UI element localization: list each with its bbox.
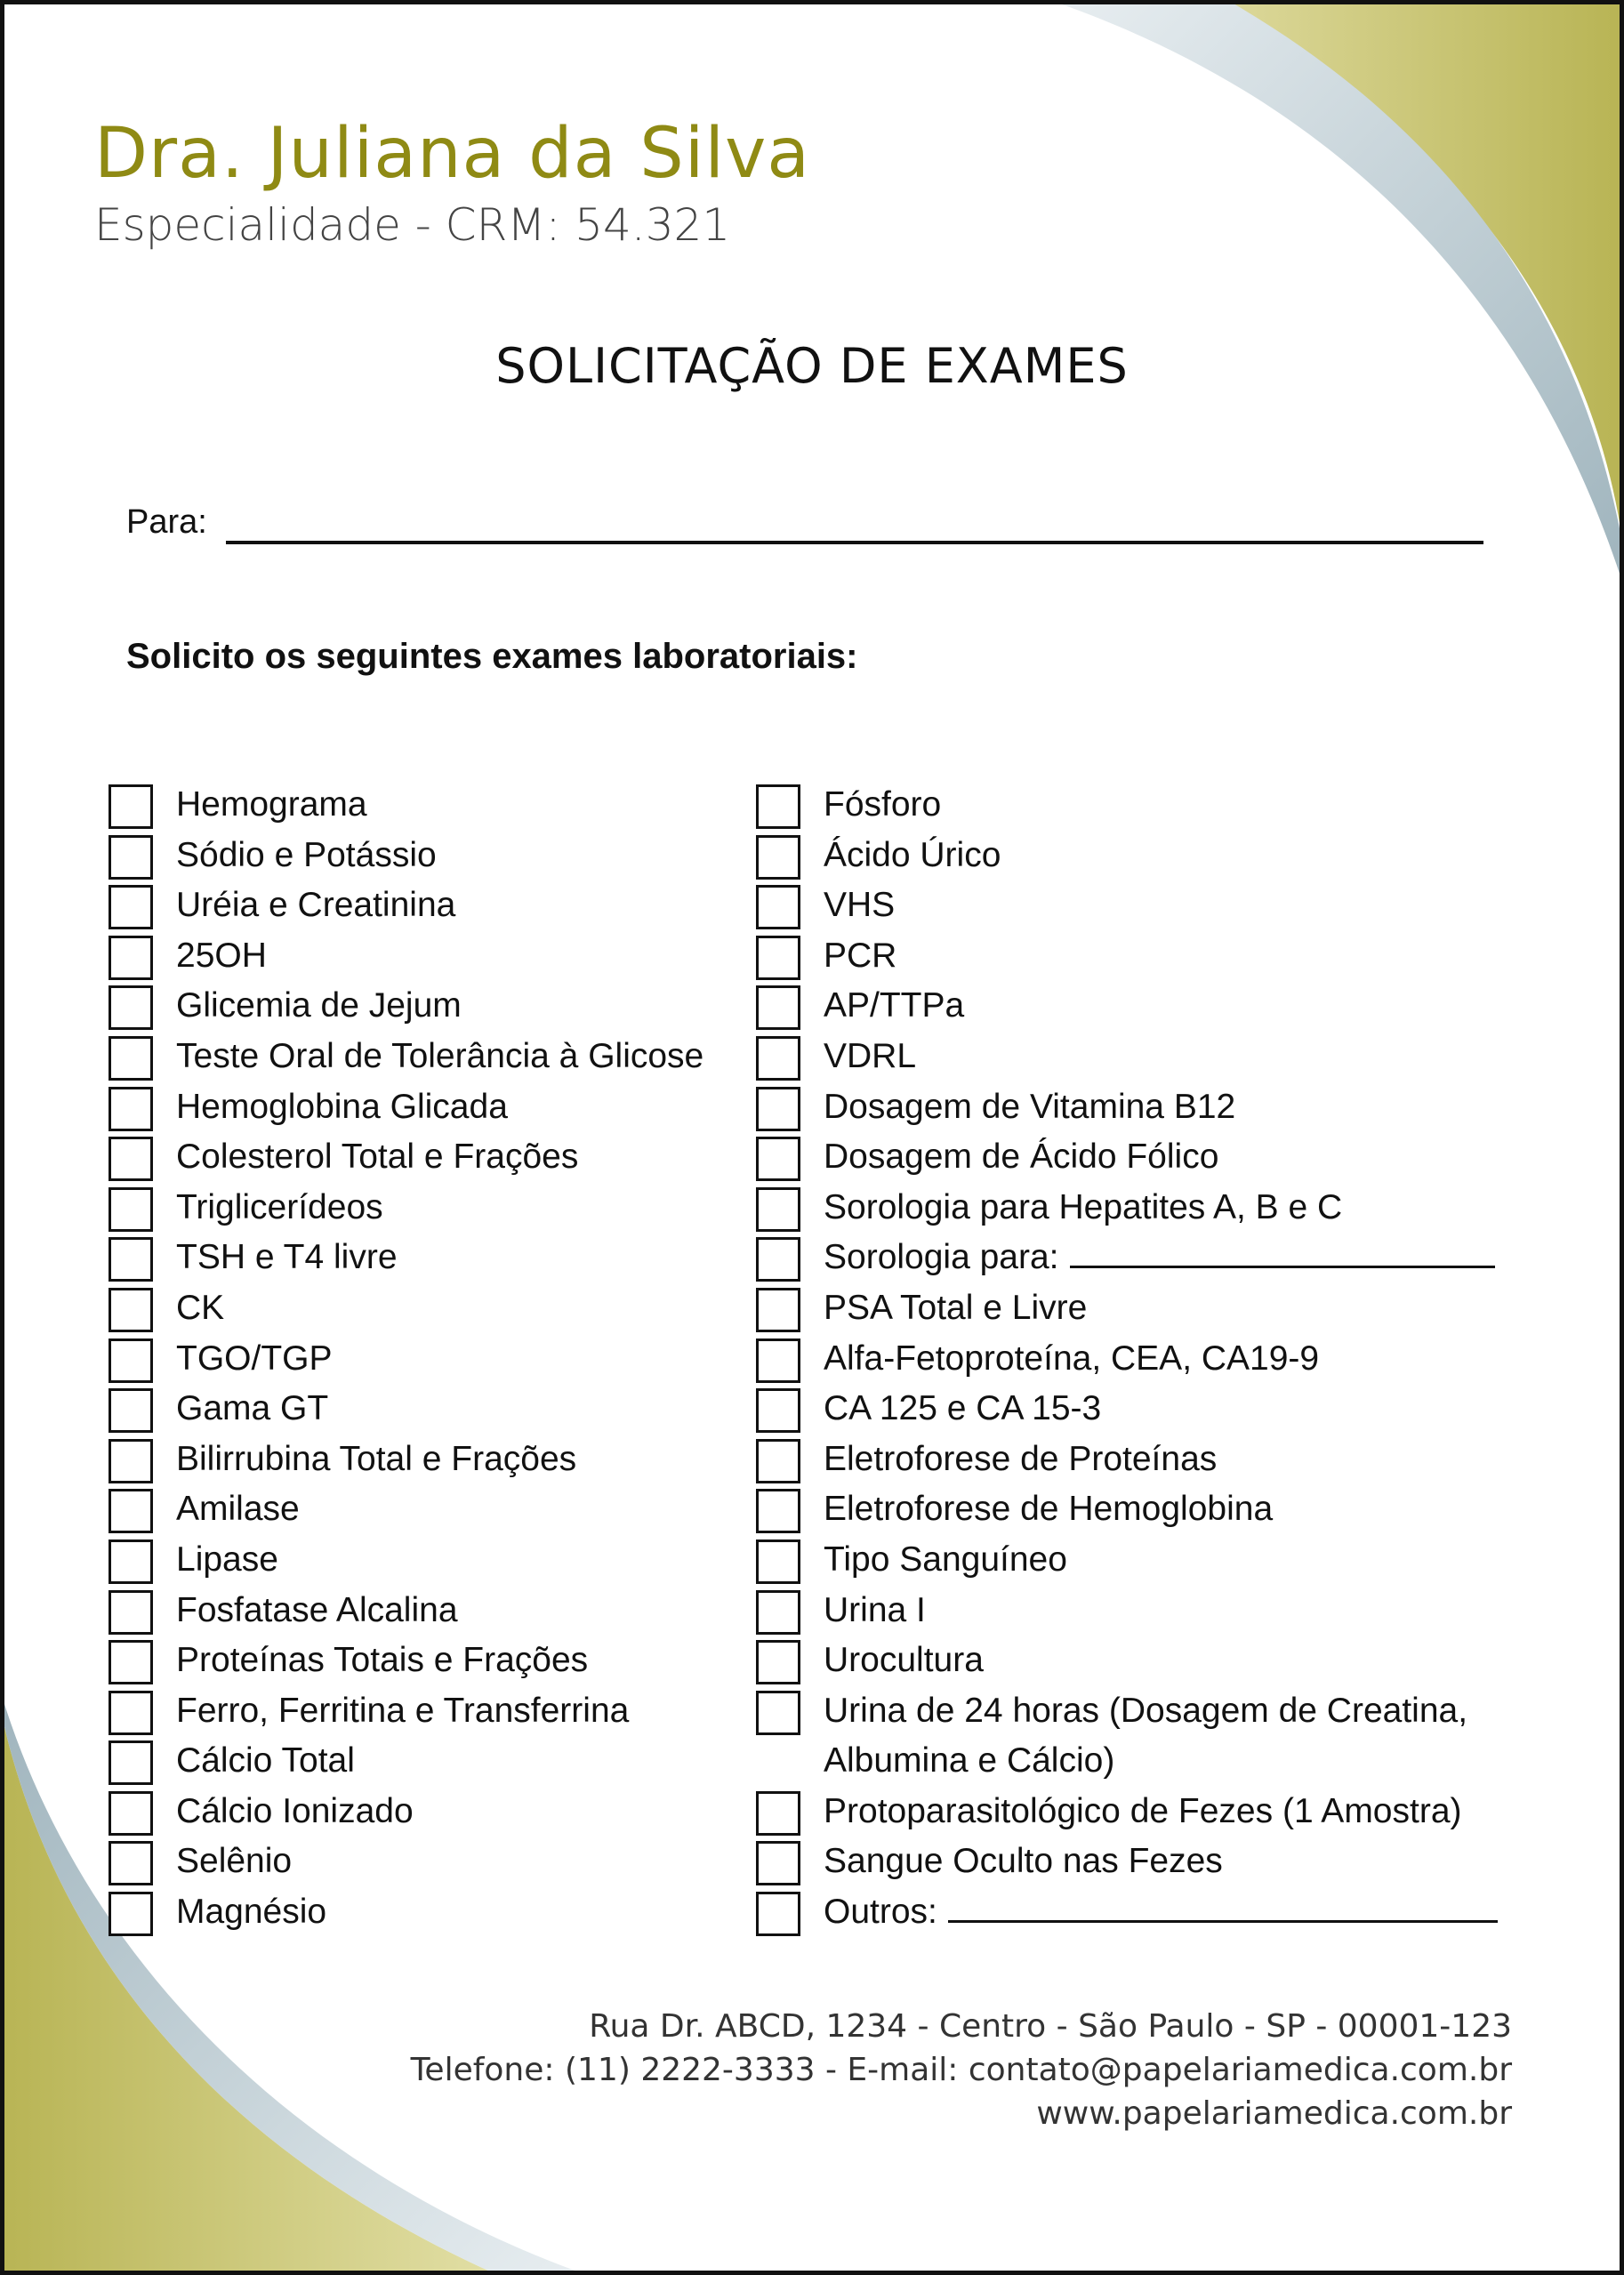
exam-item (109, 1085, 749, 1136)
exam-checkbox[interactable] (756, 1288, 800, 1332)
exam-item (109, 1337, 749, 1387)
footer-address: Rua Dr. ABCD, 1234 - Centro - São Paulo - SP - 00001-123 (589, 2008, 1512, 2045)
exam-item (109, 1890, 749, 1941)
exam-checkbox[interactable] (109, 1691, 153, 1735)
exam-checkbox[interactable] (756, 1640, 800, 1684)
exam-list-left (109, 783, 749, 1941)
exam-item (109, 1689, 749, 1740)
exam-label: Urocultura (824, 1641, 984, 1680)
exam-item (756, 1135, 1521, 1186)
exam-label: Eletroforese de Proteínas (824, 1439, 1218, 1478)
exam-item (756, 1387, 1521, 1437)
exam-label-text: Sorologia para: (824, 1238, 1059, 1277)
exam-label: AP/TTPa (824, 986, 965, 1025)
exam-label: CA 125 e CA 15-3 (824, 1389, 1102, 1428)
exam-checkbox[interactable] (109, 1489, 153, 1533)
exam-label: Alfa-Fetoproteína, CEA, CA19-9 (824, 1338, 1320, 1378)
exam-label: Sódio e Potássio (176, 835, 437, 874)
recipient-row (126, 503, 1483, 557)
exam-label (824, 1887, 1498, 1938)
exam-item (756, 1337, 1521, 1387)
exam-item (109, 1135, 749, 1186)
exam-item (756, 1286, 1521, 1337)
exam-checkbox[interactable] (756, 1691, 800, 1735)
exam-item (109, 833, 749, 884)
exam-label: Glicemia de Jejum (176, 986, 462, 1025)
exam-item (756, 833, 1521, 884)
exam-label: PSA Total e Livre (824, 1288, 1088, 1327)
exam-label: Hemoglobina Glicada (176, 1087, 508, 1126)
exam-checkbox[interactable] (756, 1590, 800, 1635)
exam-checkbox[interactable] (109, 1841, 153, 1885)
exam-label: Dosagem de Vitamina B12 (824, 1087, 1236, 1126)
exam-checkbox[interactable] (756, 936, 800, 980)
exam-item (109, 1286, 749, 1337)
exam-label: Tipo Sanguíneo (824, 1539, 1067, 1579)
exam-item (756, 1890, 1521, 1941)
exam-item (109, 1437, 749, 1488)
exam-item (109, 1638, 749, 1689)
exam-checkbox[interactable] (109, 1187, 153, 1232)
exam-checkbox[interactable] (756, 1338, 800, 1383)
exam-checkbox[interactable] (756, 1892, 800, 1936)
exam-label: PCR (824, 936, 897, 975)
outros-fill-line[interactable] (948, 1919, 1498, 1923)
exam-label: Eletroforese de Hemoglobina (824, 1490, 1274, 1529)
exam-item (109, 1538, 749, 1588)
exam-label: Triglicerídeos (176, 1187, 383, 1226)
exam-label: Ácido Úrico (824, 835, 1001, 874)
exam-label: Fosfatase Alcalina (176, 1590, 458, 1629)
exam-item (109, 1789, 749, 1840)
exam-checkbox[interactable] (109, 1539, 153, 1584)
doctor-specialty: Especialidade - CRM: 54.321 (94, 199, 731, 251)
exam-label: 25OH (176, 936, 267, 975)
exam-label: Protoparasitológico de Fezes (1 Amostra) (824, 1791, 1462, 1830)
exam-checkbox[interactable] (756, 835, 800, 880)
exam-checkbox[interactable] (756, 1841, 800, 1885)
exam-label: Proteínas Totais e Frações (176, 1641, 589, 1680)
exam-checkbox[interactable] (109, 1087, 153, 1131)
exam-instruction: Solicito os seguintes exames laboratoriais: (126, 637, 858, 676)
exam-label: Sorologia para Hepatites A, B e C (824, 1187, 1343, 1226)
exam-list-right (756, 783, 1521, 1941)
exam-item (109, 1235, 749, 1286)
exam-label: Fósforo (824, 785, 942, 824)
exam-label: Colesterol Total e Frações (176, 1138, 579, 1177)
exam-item (756, 1689, 1521, 1789)
sorologia-fill-line[interactable] (1070, 1265, 1495, 1268)
exam-checkbox[interactable] (109, 1791, 153, 1836)
exam-item (756, 1588, 1521, 1639)
exam-label: Dosagem de Ácido Fólico (824, 1138, 1219, 1177)
exam-checkbox[interactable] (756, 1137, 800, 1181)
exam-checkbox[interactable] (109, 936, 153, 980)
exam-checkbox[interactable] (109, 1439, 153, 1483)
exam-checkbox[interactable] (109, 1388, 153, 1433)
exam-item (756, 783, 1521, 833)
exam-checkbox[interactable] (109, 1640, 153, 1684)
exam-item (109, 883, 749, 934)
exam-checkbox[interactable] (756, 1791, 800, 1836)
exam-item (756, 1235, 1521, 1286)
exam-label-text: Outros: (824, 1893, 937, 1932)
exam-item (756, 1085, 1521, 1136)
exam-item (109, 783, 749, 833)
exam-label: Urina I (824, 1590, 926, 1629)
exam-label: Uréia e Creatinina (176, 886, 456, 925)
exam-item (109, 934, 749, 985)
exam-item (109, 1186, 749, 1236)
exam-label: Sangue Oculto nas Fezes (824, 1842, 1223, 1881)
exam-checkbox[interactable] (109, 1036, 153, 1081)
exam-checkbox[interactable] (109, 1288, 153, 1332)
exam-checkbox[interactable] (756, 885, 800, 929)
exam-item (109, 1588, 749, 1639)
exam-item (756, 1437, 1521, 1488)
exam-label: VHS (824, 886, 896, 925)
exam-label: TGO/TGP (176, 1338, 333, 1378)
exam-label: Teste Oral de Tolerância à Glicose (176, 1036, 704, 1075)
exam-label: Amilase (176, 1490, 300, 1529)
exam-checkbox[interactable] (109, 1740, 153, 1785)
footer-phone-email: Telefone: (11) 2222-3333 - E-mail: contato@papelariamedica.com.br (410, 2052, 1512, 2088)
footer-website: www.papelariamedica.com.br (1036, 2095, 1512, 2132)
exam-item (756, 1538, 1521, 1588)
exam-checkbox[interactable] (756, 1237, 800, 1282)
exam-checkbox[interactable] (756, 1489, 800, 1533)
doctor-name: Dra. Juliana da Silva (94, 114, 811, 194)
exam-checkbox[interactable] (109, 985, 153, 1030)
exam-checkbox[interactable] (109, 835, 153, 880)
exam-checkbox[interactable] (109, 1590, 153, 1635)
exam-item (756, 1487, 1521, 1538)
exam-item (756, 1034, 1521, 1085)
exam-label: Cálcio Total (176, 1741, 355, 1781)
exam-item (109, 1839, 749, 1890)
exam-checkbox[interactable] (109, 1338, 153, 1383)
form-title: SOLICITAÇÃO DE EXAMES (495, 338, 1129, 394)
exam-label: Lipase (176, 1539, 278, 1579)
footer-contact (411, 2005, 1512, 2135)
exam-label: Cálcio Ionizado (176, 1791, 414, 1830)
exam-label: Gama GT (176, 1389, 329, 1428)
exam-item (109, 1034, 749, 1085)
exam-checkbox[interactable] (756, 985, 800, 1030)
exam-label: TSH e T4 livre (176, 1238, 398, 1277)
exam-item (756, 934, 1521, 985)
exam-label: Hemograma (176, 785, 367, 824)
exam-label-line-1: Urina de 24 horas (Dosagem de Creatina, (824, 1691, 1468, 1730)
exam-checkbox[interactable] (109, 1892, 153, 1936)
exam-checkbox[interactable] (109, 885, 153, 929)
exam-checkbox[interactable] (756, 1539, 800, 1584)
recipient-field[interactable] (226, 541, 1483, 544)
exam-label: Selênio (176, 1842, 293, 1881)
exam-checkbox[interactable] (756, 1439, 800, 1483)
exam-item (756, 1789, 1521, 1840)
exam-label (824, 1233, 1495, 1283)
exam-item (109, 1487, 749, 1538)
exam-item (756, 984, 1521, 1034)
exam-item (756, 1186, 1521, 1236)
exam-item (109, 1387, 749, 1437)
exam-checkbox[interactable] (756, 1036, 800, 1081)
exam-checkbox[interactable] (756, 784, 800, 829)
exam-label-line-2: Albumina e Cálcio) (824, 1741, 1115, 1781)
exam-checkbox[interactable] (756, 1087, 800, 1131)
exam-item (756, 883, 1521, 934)
exam-label: Bilirrubina Total e Frações (176, 1439, 577, 1478)
exam-checkbox[interactable] (756, 1388, 800, 1433)
exam-checkbox[interactable] (109, 784, 153, 829)
exam-checkbox[interactable] (109, 1137, 153, 1181)
exam-item (109, 1739, 749, 1789)
exam-label: Magnésio (176, 1893, 327, 1932)
exam-item (756, 1638, 1521, 1689)
exam-checkbox[interactable] (756, 1187, 800, 1232)
exam-checkbox[interactable] (109, 1237, 153, 1282)
recipient-label: Para: (126, 503, 207, 541)
exam-label (824, 1686, 1467, 1787)
exam-label: Ferro, Ferritina e Transferrina (176, 1691, 630, 1730)
exam-label: VDRL (824, 1036, 917, 1075)
exam-label: CK (176, 1288, 225, 1327)
exam-item (756, 1839, 1521, 1890)
exam-item (109, 984, 749, 1034)
